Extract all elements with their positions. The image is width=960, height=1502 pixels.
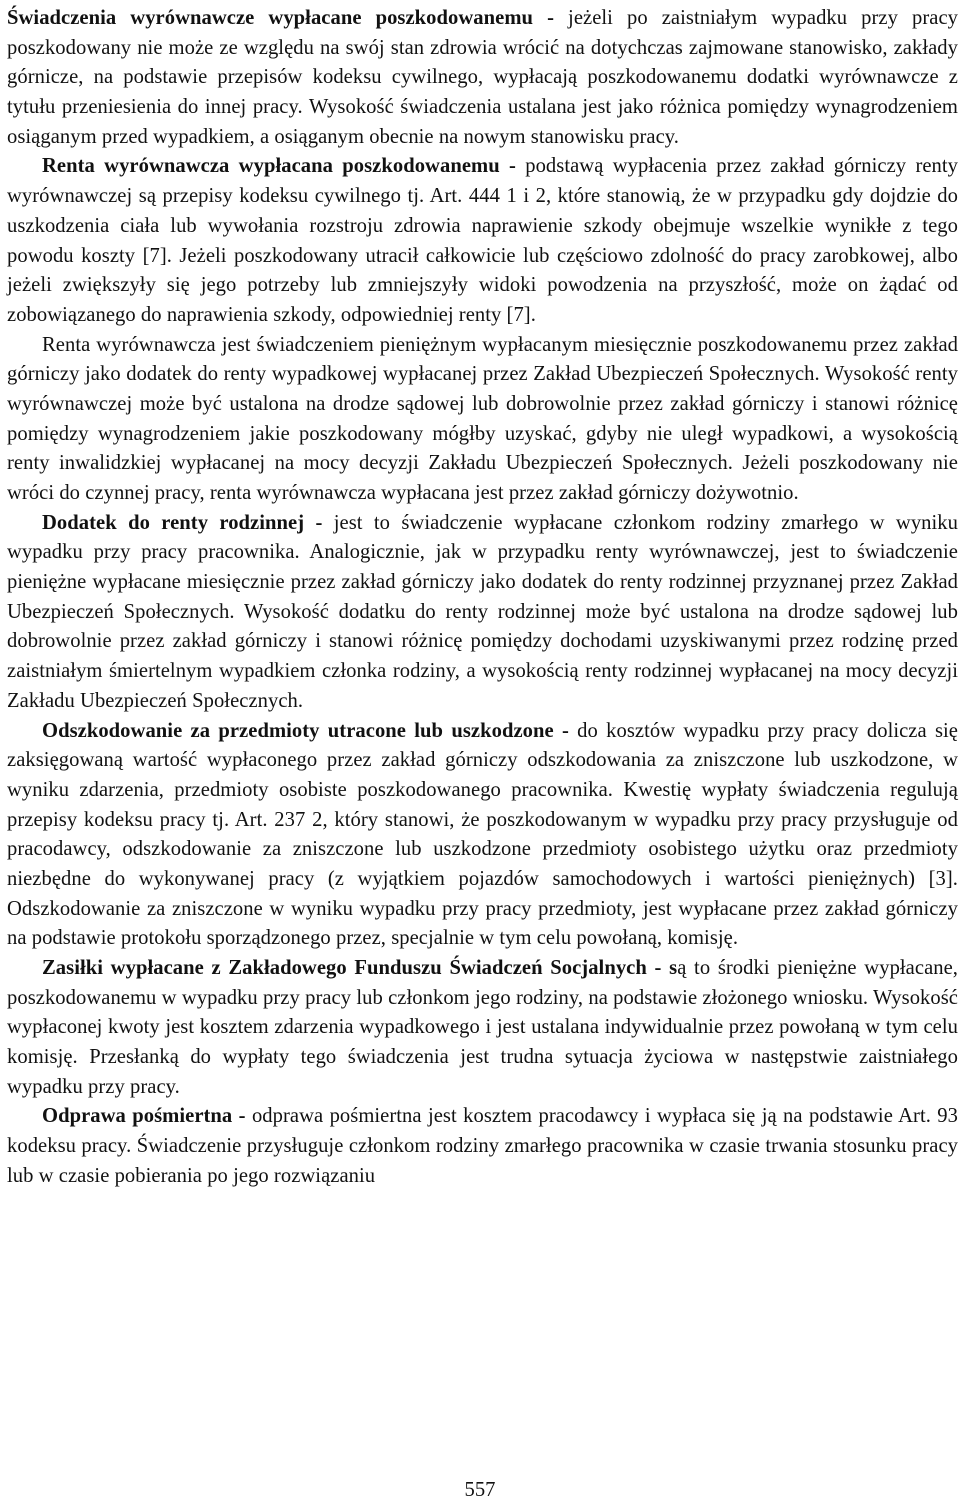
- paragraph-odprawa: [7, 1102, 958, 1191]
- paragraph-text: podstawą wypłacenia przez zakład górniczy renty wyrównawczej są przepisy kodeksu cywilnego tj. Art. 444 1 i 2, które stanowią, że w przypadku gdy dojdzie do uszkodzenia ciała lub wywołania rozstroju zdrowia naprawienie szkody obejmuje wszelkie wynikłe z tego powodu koszty [7]. Jeżeli poszkodowany utracił całkowicie lub częściowo zdolność do pracy zarobkowej, albo jeżeli zwiększyły się jego potrzeby lub zmniejszyły widoki powodzenia na przyszłość, może on żądać od zobowiązanego do naprawienia szkody, odpowiedniej renty [7].: [7, 155, 959, 326]
- paragraph-text: ą to środki pieniężne wypłacane, poszkodowanemu w wypadku przy pracy lub członkom jego rodziny, na podstawie złożonego wniosku. Wysokość wypłaconej kwoty jest kosztem zdarzenia wypadkowego i jest ustalana indywidualnie przez powołaną w tym celu komisję. Przesłanką do wypłaty tego świadczenia jest trudna sytuacja życiowa w następstwie zaistniałego wypadku przy pracy.: [7, 957, 958, 1098]
- paragraph-renta-opis: [7, 331, 958, 509]
- paragraph-term: Odprawa pośmiertna -: [42, 1105, 246, 1128]
- paragraph-swiadczenia-wyrownawcze: [7, 4, 958, 152]
- paragraph-renta-wyrownawcza: [7, 152, 958, 330]
- paragraph-dodatek-do-renty: [7, 509, 958, 717]
- paragraph-text: do kosztów wypadku przy pracy dolicza się zaksięgowaną wartość wypłaconego przez zakład górniczy odszkodowania za zniszczone lub uszkodzone, w wyniku zdarzenia, przedmioty osobiste poszkodowanego pracownika. Kwestię wypłaty świadczenia regulują przepisy kodeksu pracy tj. Art. 237 2, który stanowi, że poszkodowanym w wypadku przy pracy przysługuje od pracodawcy, odszkodowanie za zniszczone lub uszkodzone przedmioty osobistego użytku oraz przedmioty niezbędne do wykonywanej pracy (z wyjątkiem pojazdów samochodowych i wartości pieniężnych) [3]. Odszkodowanie za zniszczone w wyniku wypadku przy pracy przedmioty, jest wypłacane przez zakład górniczy na podstawie protokołu sporządzonego przez, specjalnie w tym celu powołaną, komisję.: [7, 719, 959, 950]
- paragraph-odszkodowanie: [7, 717, 958, 955]
- page-number: 557: [464, 1479, 496, 1501]
- paragraph-term: Zasiłki wypłacane z Zakładowego Funduszu Świadczeń Socjalnych - s: [42, 957, 678, 979]
- paragraph-term: Dodatek do renty rodzinnej -: [42, 511, 323, 534]
- paragraph-term: Renta wyrównawcza wypłacana poszkodowanemu -: [42, 155, 516, 178]
- paragraph-term: Świadczenia wyrównawcze wypłacane poszkodowanemu -: [7, 7, 555, 29]
- paragraph-text: odprawa pośmiertna jest kosztem pracodawcy i wypłaca się ją na podstawie Art. 93 kodeksu pracy. Świadczenie przysługuje członkom rodziny zmarłego pracownika w czasie trwania stosunku pracy lub w czasie pobierania po jego rozwiązaniu: [7, 1105, 958, 1187]
- paragraph-term: Odszkodowanie za przedmioty utracone lub uszkodzone -: [42, 719, 569, 742]
- document-body: [7, 4, 958, 1192]
- paragraph-text: jest to świadczenie wypłacane członkom rodziny zmarłego w wyniku wypadku przy pracy pracownika. Analogicznie, jak w przypadku renty wyrównawczej, jest to świadczenie pieniężne wypłacane miesięcznie przez zakład górniczy jako dodatek do renty rodzinnej przyznanej przez Zakład Ubezpieczeń Społecznych. Wysokość dodatku do renty rodzinnej może być ustalona na drodze sądowej lub dobrowolnie przez zakład górniczy i stanowi różnicę pomiędzy dochodami uzyskiwanymi przez rodzinę przed zaistniałym śmiertelnym wypadkiem członka rodziny, a wysokością renty rodzinnej wypłacanej na mocy decyzji Zakładu Ubezpieczeń Społecznych.: [7, 511, 958, 712]
- paragraph-text: jeżeli po zaistniałym wypadku przy pracy poszkodowany nie może ze względu na swój stan zdrowia wrócić na dotychczas zajmowane stanowisko, zakłady górnicze, na podstawie przepisów kodeksu cywilnego, wypłacają poszkodowanemu dodatki wyrównawcze z tytułu przeniesienia do innej pracy. Wysokość świadczenia ustalana jest jako różnica pomiędzy wynagrodzeniem osiąganym przed wypadkiem, a osiąganym obecnie na nowym stanowisku pracy.: [7, 7, 958, 148]
- paragraph-text: Renta wyrównawcza jest świadczeniem pieniężnym wypłacanym miesięcznie poszkodowanemu przez zakład górniczy jako dodatek do renty wypadkowej wypłacanej przez Zakład Ubezpieczeń Społecznych. Wysokość renty wyrównawczej może być ustalona na drodze sądowej lub dobrowolnie przez zakład górniczy i stanowi różnicę pomiędzy wynagrodzeniem jakie poszkodowany mógłby uzyskać, gdyby nie uległ wypadkowi, a wysokością renty inwalidzkiej wypłacanej na mocy decyzji Zakładu Ubezpieczeń Społecznych. Jeżeli poszkodowany nie wróci do czynnej pracy, renta wyrównawcza wypłacana jest przez zakład górniczy dożywotnio.: [7, 333, 958, 504]
- paragraph-zasilki: [7, 954, 958, 1102]
